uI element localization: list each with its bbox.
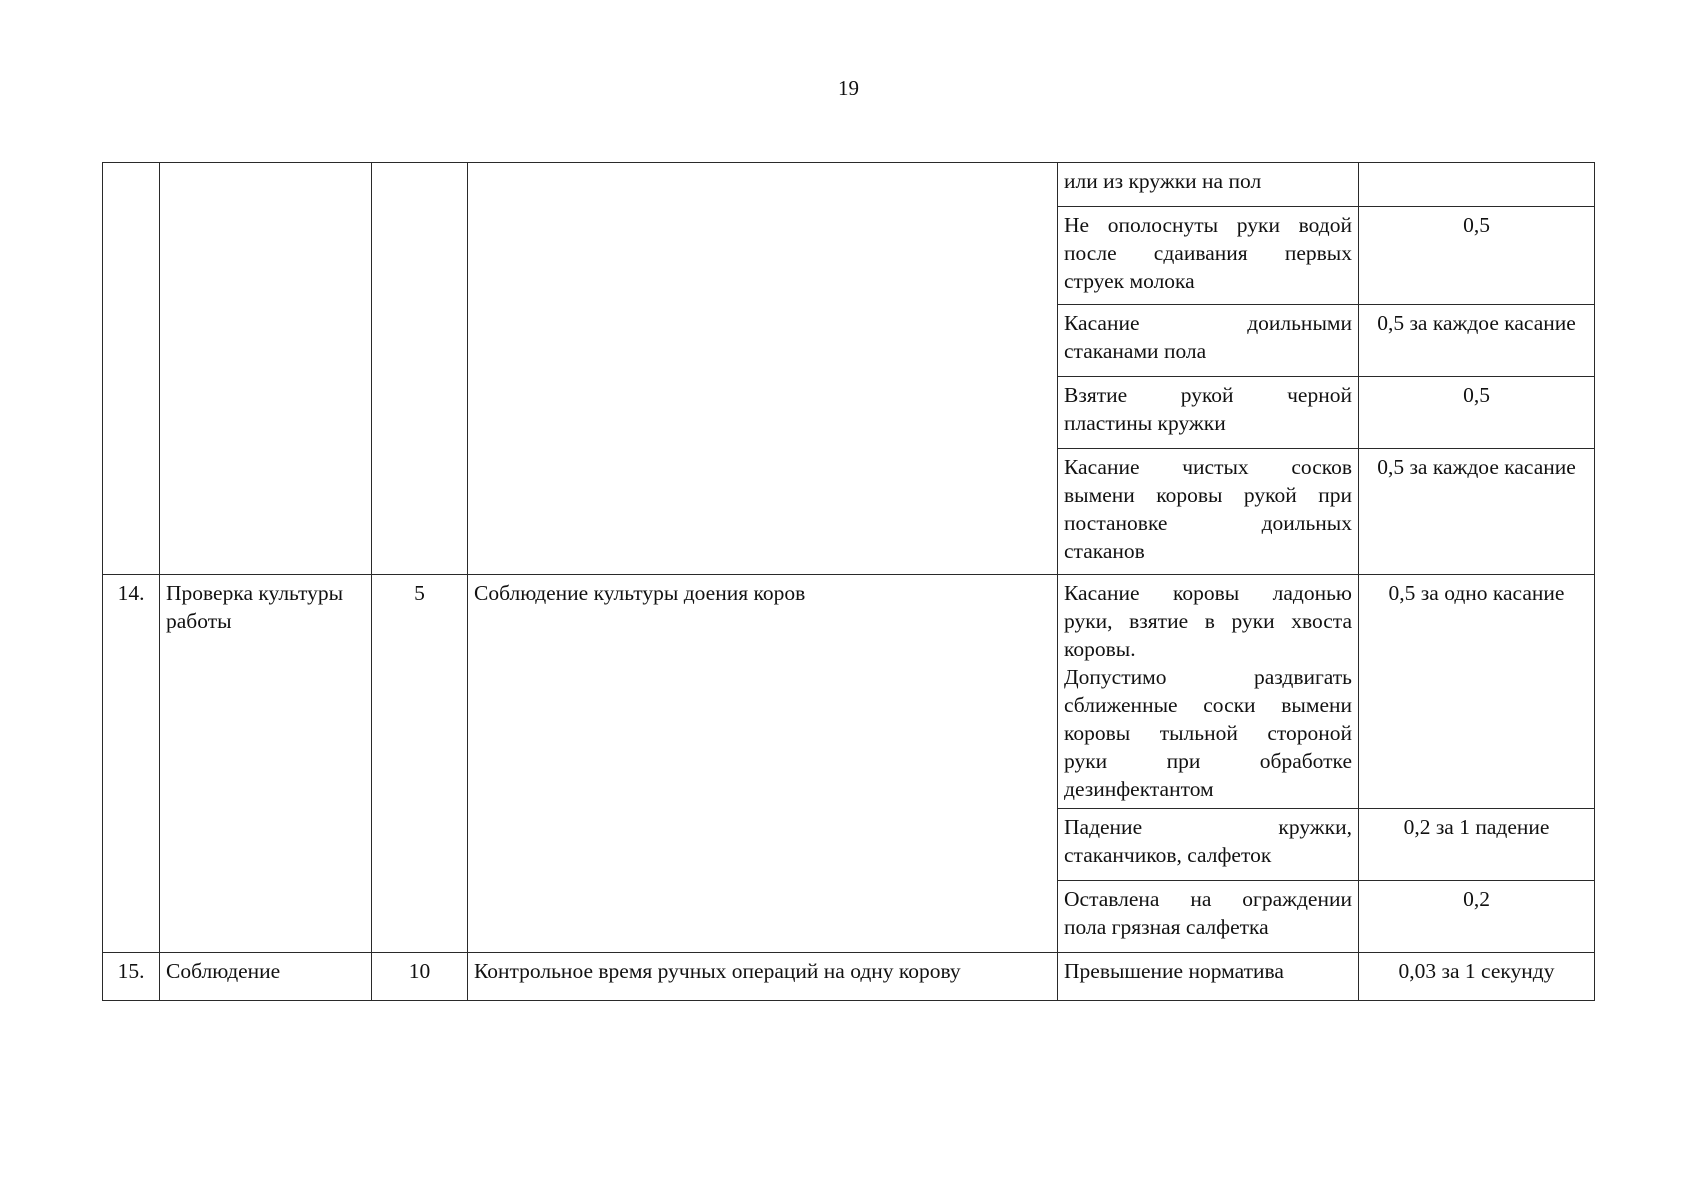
violation-line: сближенные соски вымени	[1064, 693, 1352, 717]
max-points-cell: 5	[372, 575, 468, 953]
violation-line: стаканчиков, салфеток	[1064, 843, 1272, 867]
violation-line: пластины кружки	[1064, 411, 1226, 435]
page-number: 19	[838, 76, 859, 100]
violation-line: Касание коровы ладонью	[1064, 581, 1352, 605]
row-number-cell: 14.	[103, 575, 160, 953]
criterion-cell: Проверка культуры работы	[160, 575, 372, 953]
max-points-cell: 10	[372, 953, 468, 1001]
indicator-cell: Контрольное время ручных операций на одну корову	[468, 953, 1058, 1001]
violation-cell	[1058, 207, 1359, 305]
penalty-points-cell: 0,5	[1359, 207, 1595, 305]
row-number-cell: 15.	[103, 953, 160, 1001]
penalty-points-cell: 0,03 за 1 секунду	[1359, 953, 1595, 1001]
indicator-cell: Соблюдение культуры доения коров	[468, 575, 1058, 953]
violation-line: пола грязная салфетка	[1064, 915, 1269, 939]
penalty-points-cell: 0,5 за каждое касание	[1359, 305, 1595, 377]
violation-cell	[1058, 305, 1359, 377]
violation-cell	[1058, 953, 1359, 1001]
violation-line: струек молока	[1064, 269, 1195, 293]
penalty-points-cell	[1359, 163, 1595, 207]
violation-cell	[1058, 449, 1359, 575]
violation-line: стаканами пола	[1064, 339, 1207, 363]
penalty-points-cell: 0,5 за каждое касание	[1359, 449, 1595, 575]
violation-cell	[1058, 575, 1359, 809]
violation-cell	[1058, 163, 1359, 207]
max-points-cell	[372, 163, 468, 575]
criterion-cell: Соблюдение	[160, 953, 372, 1001]
violation-line: коровы.	[1064, 637, 1136, 661]
violation-line: Касание доильными	[1064, 311, 1352, 335]
violation-line: Не ополоснуты руки водой	[1064, 213, 1352, 237]
table-row	[103, 575, 1595, 809]
violation-line: Превышение норматива	[1064, 959, 1284, 983]
violation-line: после сдаивания первых	[1064, 241, 1352, 265]
violation-line: стаканов	[1064, 539, 1145, 563]
violation-line: вымени коровы рукой при	[1064, 483, 1352, 507]
violation-line: или из кружки на пол	[1064, 169, 1262, 193]
penalty-points-cell: 0,2	[1359, 881, 1595, 953]
violation-cell	[1058, 377, 1359, 449]
violation-line: руки, взятие в руки хвоста	[1064, 609, 1352, 633]
indicator-cell	[468, 163, 1058, 575]
violation-cell	[1058, 809, 1359, 881]
row-number-cell	[103, 163, 160, 575]
violation-cell	[1058, 881, 1359, 953]
penalty-points-cell: 0,2 за 1 падение	[1359, 809, 1595, 881]
criterion-cell	[160, 163, 372, 575]
violation-line: руки при обработке	[1064, 749, 1352, 773]
penalty-points-cell: 0,5 за одно касание	[1359, 575, 1595, 809]
violation-line: постановке доильных	[1064, 511, 1352, 535]
violation-line: Падение кружки,	[1064, 815, 1352, 839]
violation-line: дезинфектантом	[1064, 777, 1214, 801]
scoring-table	[102, 162, 1595, 1001]
table-row	[103, 953, 1595, 1001]
violation-line: Оставлена на ограждении	[1064, 887, 1352, 911]
violation-line: Взятие рукой черной	[1064, 383, 1352, 407]
violation-line: Допустимо раздвигать	[1064, 665, 1352, 689]
table-row	[103, 163, 1595, 207]
penalty-points-cell: 0,5	[1359, 377, 1595, 449]
violation-line: Касание чистых сосков	[1064, 455, 1352, 479]
violation-line: коровы тыльной стороной	[1064, 721, 1352, 745]
